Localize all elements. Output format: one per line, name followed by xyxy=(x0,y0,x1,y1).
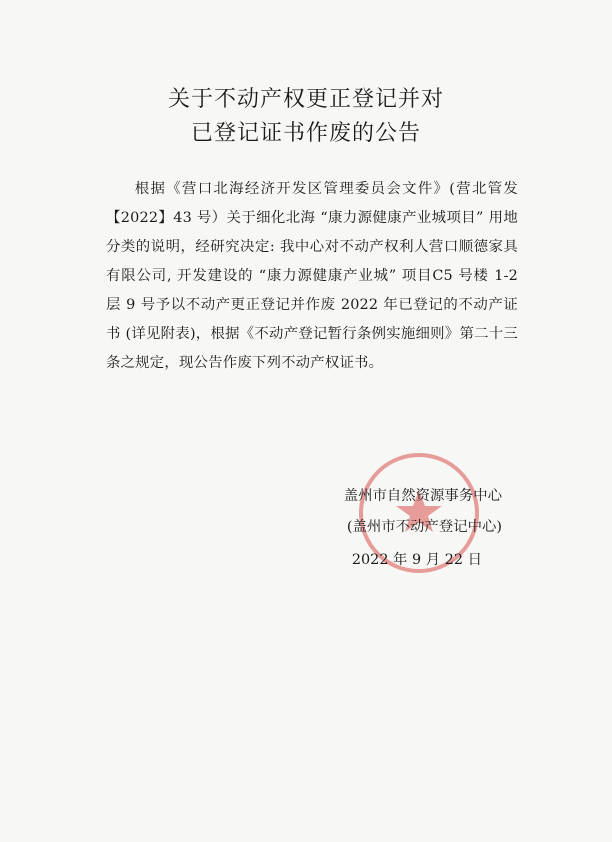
title-line-1: 关于不动产权更正登记并对 xyxy=(167,87,444,112)
signature-organization: 盖州市自然资源事务中心 xyxy=(343,488,502,504)
title-line-2: 已登记证书作废的公告 xyxy=(190,121,421,146)
body-paragraph: 根据《营口北海经济开发区管理委员会文件》(营北管发【2022】43 号）关于细化北海 “康力源健康产业城项目” 用地分类的说明，经研究决定: 我中心对不动产权利人营口顺德家具有限公司, 开发建设的 “康力源健康产业城” 项目C5 号楼 1-2 层 9 号予以不动产更正登记并作废 2022 年已登记的不动产证书 (详见附表)，根据《不动产登记暂行条例实施细则》第二十三条之规定，现公告作废下列不动产权证书。 xyxy=(106,181,518,371)
signature-sub-organization: (盖州市不动产登记中心) xyxy=(346,519,502,535)
signature-date: 2022 年 9 月 22 日 xyxy=(351,552,482,568)
notice-body xyxy=(106,175,518,378)
